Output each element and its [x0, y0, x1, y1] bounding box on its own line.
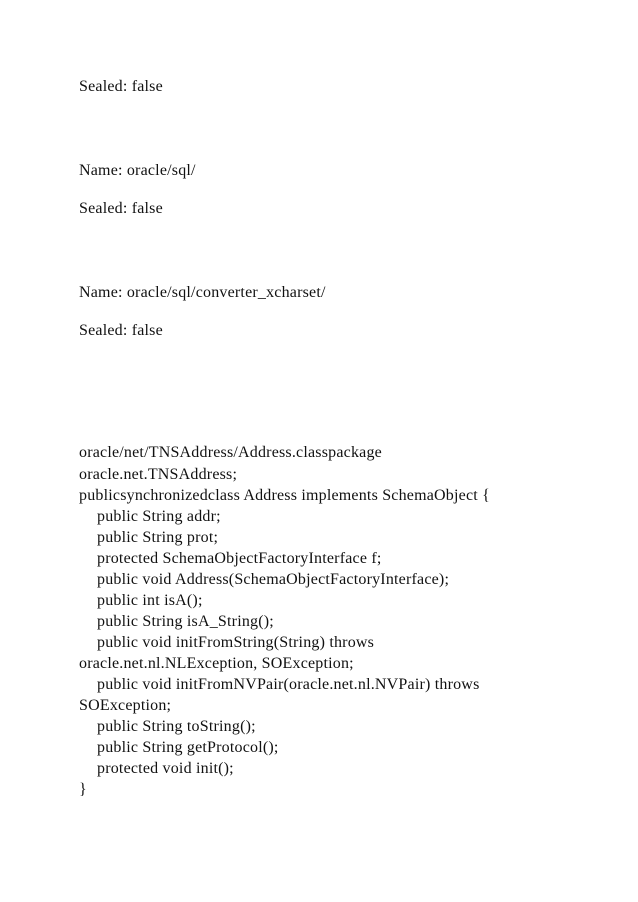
sealed-line: Sealed: false	[79, 78, 163, 95]
code-line: publicsynchronizedclass Address implements SchemaObject {	[79, 487, 490, 504]
code-line: public int isA();	[97, 592, 203, 609]
sealed-line: Sealed: false	[79, 322, 163, 339]
code-line: public void Address(SchemaObjectFactoryInterface);	[97, 571, 450, 588]
code-line: }	[79, 781, 87, 798]
code-line: oracle/net/TNSAddress/Address.classpackage	[79, 444, 382, 461]
code-line: oracle.net.TNSAddress;	[79, 466, 238, 483]
code-line: oracle.net.nl.NLException, SOException;	[79, 655, 354, 672]
code-line: public String addr;	[97, 508, 221, 525]
sealed-line: Sealed: false	[79, 200, 163, 217]
code-line: public String toString();	[97, 718, 256, 735]
code-line: public void initFromString(String) throws	[97, 634, 375, 651]
code-line: protected SchemaObjectFactoryInterface f;	[97, 550, 382, 567]
code-line: public String isA_String();	[97, 613, 274, 630]
manifest-name-line: Name: oracle/sql/converter_xcharset/	[79, 284, 326, 301]
code-line: public String getProtocol();	[97, 739, 279, 756]
manifest-name-line: Name: oracle/sql/	[79, 162, 196, 179]
code-line: SOException;	[79, 697, 172, 714]
code-line: public String prot;	[97, 529, 219, 546]
code-line: protected void init();	[97, 760, 234, 777]
code-line: public void initFromNVPair(oracle.net.nl.NVPair) throws	[97, 676, 480, 693]
